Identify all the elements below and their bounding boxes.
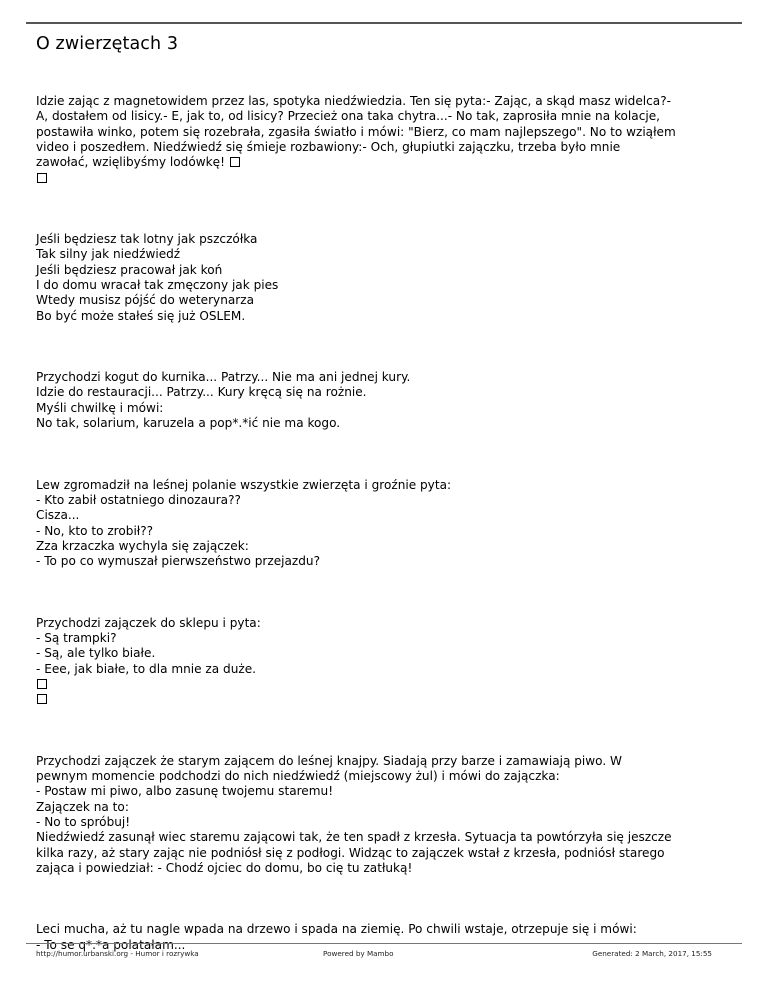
footer-rule <box>26 943 742 944</box>
missing-glyph-box-icon <box>37 173 47 183</box>
text-line: - To po co wymuszał pierwszeństwo przejazdu? <box>36 554 321 569</box>
glyph-line <box>36 692 736 707</box>
text-segment: zawołać, wzięlibyśmy lodówkę! <box>36 155 225 170</box>
text-line: Lew zgromadził na leśnej polanie wszystkie zwierzęta i groźnie pyta: <box>36 477 452 492</box>
footer-powered-by: Powered by Mambo <box>323 949 394 958</box>
text-line: - Są trampki? <box>36 630 117 645</box>
text-line: A, dostałem od lisicy.- E, jak to, od lisicy? Przecież ona taka chytra...- No tak, zaprosiła mnie na kolacje, <box>36 109 660 124</box>
text-line: Jeśli będziesz tak lotny jak pszczółka <box>36 232 258 247</box>
text-line: Cisza... <box>36 508 80 523</box>
text-line: - No to spróbuj! <box>36 815 131 829</box>
text-line: Niedźwiedź zasunął wiec staremu zającowi tak, że ten spadł z krzesła. Sytuacja ta powtórzyła się jeszcze <box>36 830 672 845</box>
text-line: postawiła winko, potem się rozebrała, zgasiła światło i mówi: "Bierz, co mam najlepszego". No to wziąłem <box>36 124 676 139</box>
article-body <box>36 94 736 953</box>
text-line: Idzie zając z magnetowidem przez las, spotyka niedźwiedzia. Ten się pyta:- Zając, a skąd masz widelca?- <box>36 94 671 108</box>
text-line: Zza krzaczka wychyla się zajączek: <box>36 538 249 553</box>
page-title: O zwierzętach 3 <box>36 34 179 54</box>
text-line: kilka razy, aż stary zając nie podniósł się z podłogi. Widząc to zajączek wstał z krzesła, podniósł starego <box>36 845 665 860</box>
text-line: Wtedy musisz pójść do weterynarza <box>36 293 255 308</box>
top-rule <box>26 22 742 24</box>
text-line: Idzie do restauracji... Patrzy... Kury kręcą się na rożnie. <box>36 385 367 400</box>
text-line: zająca i powiedział: - Chodź ojciec do domu, bo cię tu zatłuką! <box>36 861 413 876</box>
text-line: - Postaw mi piwo, albo zasunę twojemu staremu! <box>36 784 334 799</box>
text-line: No tak, solarium, karuzela a pop*.*ić nie ma kogo. <box>36 416 341 431</box>
glyph-line <box>36 677 736 692</box>
glyph-line <box>36 171 736 186</box>
footer-site-link[interactable]: http://humor.urbanski.org - Humor i rozrywka <box>36 949 199 958</box>
text-line: Bo być może stałeś się już OSLEM. <box>36 308 246 323</box>
missing-glyph-box-icon <box>230 157 240 167</box>
joke-paragraph <box>36 370 736 431</box>
footer-generated-date: Generated: 2 March, 2017, 15:55 <box>592 949 712 958</box>
text-line: - Są, ale tylko białe. <box>36 646 156 661</box>
text-line: Przychodzi kogut do kurnika... Patrzy... Nie ma ani jednej kury. <box>36 370 411 385</box>
text-line: I do domu wracał tak zmęczony jak pies <box>36 278 279 293</box>
text-line: Przychodzi zajączek do sklepu i pyta: <box>36 615 261 630</box>
joke-paragraph <box>36 232 736 324</box>
text-line: Leci mucha, aż tu nagle wpada na drzewo i spada na ziemię. Po chwili wstaje, otrzepuje się i mówi: <box>36 922 637 937</box>
text-line <box>36 155 736 170</box>
text-line: - To se q*.*a polatałam... <box>36 937 186 952</box>
joke-paragraph <box>36 94 736 186</box>
joke-paragraph <box>36 478 736 570</box>
text-line: Myśli chwilkę i mówi: <box>36 400 164 415</box>
joke-paragraph <box>36 754 736 877</box>
missing-glyph-box-icon <box>37 694 47 704</box>
text-line: - Kto zabił ostatniego dinozaura?? <box>36 492 241 507</box>
text-line: - Eee, jak białe, to dla mnie za duże. <box>36 661 256 676</box>
text-line: pewnym momencie podchodzi do nich niedźwiedź (miejscowy żul) i mówi do zajączka: <box>36 768 560 783</box>
joke-paragraph <box>36 616 736 708</box>
text-line: - No, kto to zrobił?? <box>36 523 154 538</box>
text-line: Jeśli będziesz pracował jak koń <box>36 262 223 277</box>
text-line: Zajączek na to: <box>36 799 129 814</box>
missing-glyph-box-icon <box>37 679 47 689</box>
text-line: Przychodzi zajączek że starym zającem do leśnej knajpy. Siadają przy barze i zamawiają piwo. W <box>36 753 623 768</box>
text-line: Tak silny jak niedźwiedź <box>36 247 181 262</box>
text-line: video i poszedłem. Niedźwiedź się śmieje rozbawiony:- Och, głupiutki zajączku, trzeba było mnie <box>36 140 621 155</box>
